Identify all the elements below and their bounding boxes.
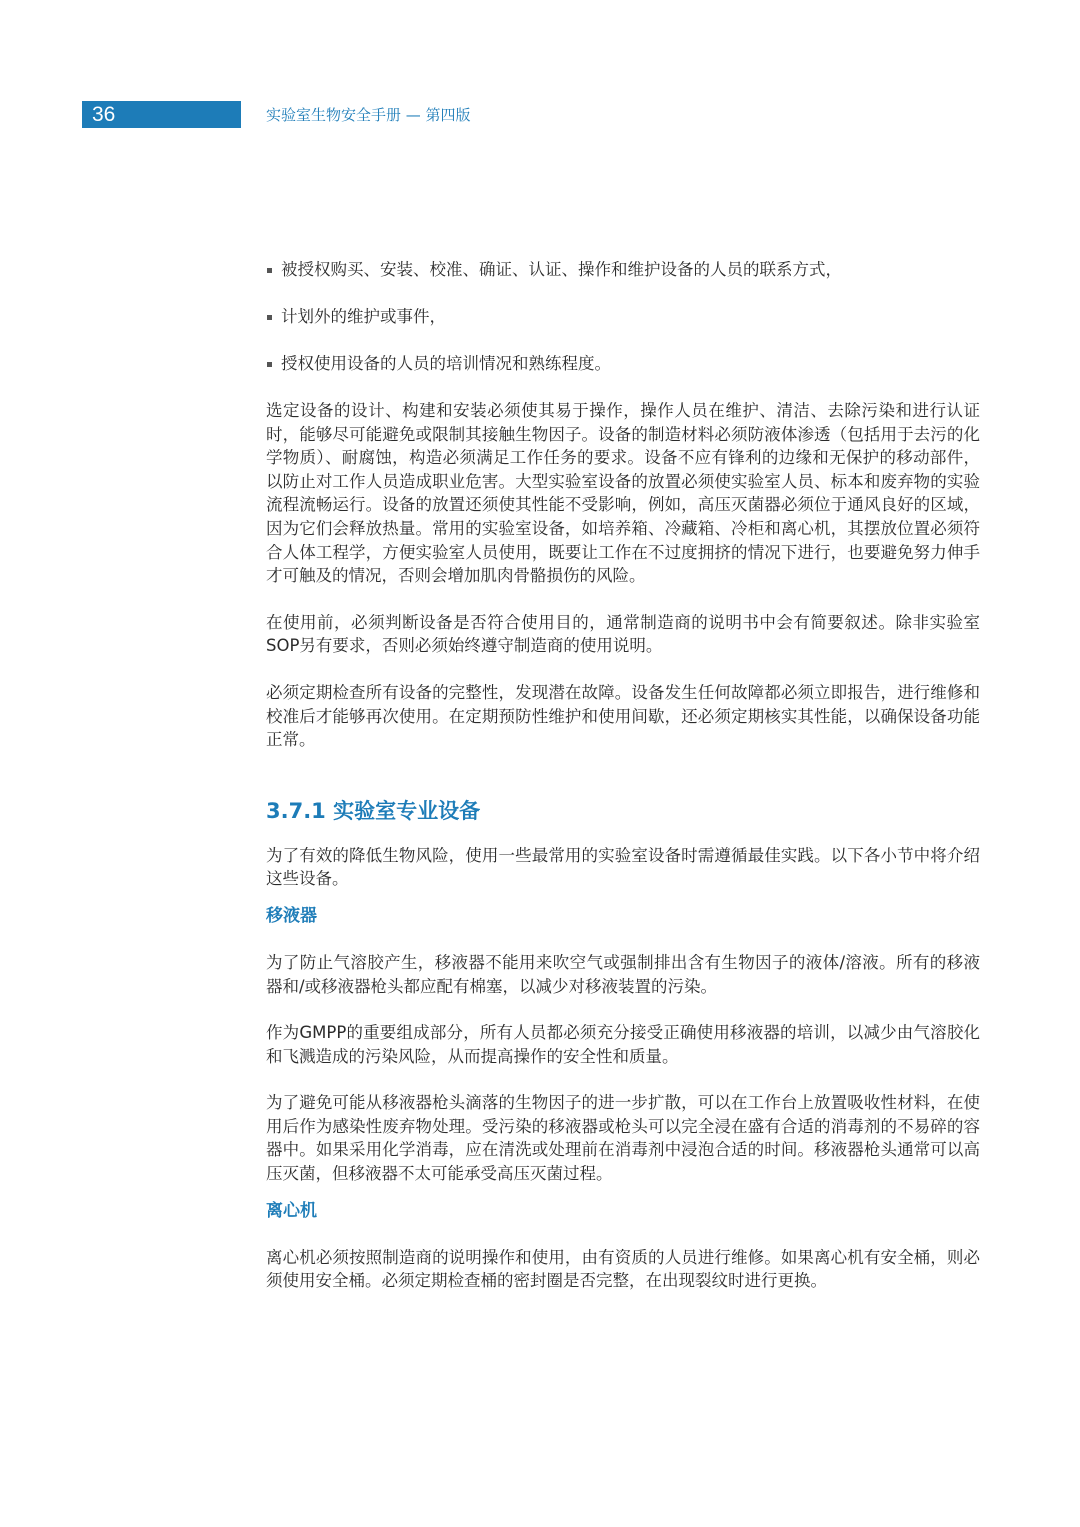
section-intro: 为了有效的降低生物风险，使用一些最常用的实验室设备时需遵循最佳实践。以下各小节中将介绍这些设备。 [266, 845, 980, 889]
bullet-item [266, 305, 980, 329]
subheading-centrifuge: 离心机 [266, 1200, 317, 1221]
paragraph-fitness-for-use: 在使用前，必须判断设备是否符合使用目的，通常制造商的说明书中会有简要叙述。除非实验室SOP另有要求，否则必须始终遵守制造商的使用说明。 [266, 612, 980, 656]
bullet-text: 授权使用设备的人员的培训情况和熟练程度。 [281, 354, 611, 373]
section-heading: 3.7.1 实验室专业设备 [266, 798, 481, 823]
paragraph-centrifuge: 离心机必须按照制造商的说明操作和使用，由有资质的人员进行维修。如果离心机有安全桶，则必须使用安全桶。必须定期检查桶的密封圈是否完整，在出现裂纹时进行更换。 [266, 1247, 980, 1291]
square-bullet-icon [267, 315, 272, 320]
paragraph-pipette-disinfection: 为了避免可能从移液器枪头滴落的生物因子的进一步扩散，可以在工作台上放置吸收性材料，在使用后作为感染性废弃物处理。受污染的移液器或枪头可以完全浸在盛有合适的消毒剂的不易碎的容器中。如果采用化学消毒，应在清洗或处理前在消毒剂中浸泡合适的时间。移液器枪头通常可以高压灭菌，但移液器不太可能承受高压灭菌过程。 [266, 1093, 980, 1184]
paragraph-pipette-training: 作为GMPP的重要组成部分，所有人员都必须充分接受正确使用移液器的培训，以减少由气溶胶化和飞溅造成的污染风险，从而提高操作的安全性和质量。 [266, 1023, 980, 1066]
subheading-pipette: 移液器 [266, 905, 317, 926]
paragraph-inspection: 必须定期检查所有设备的完整性，发现潜在故障。设备发生任何故障都必须立即报告，进行维修和校准后才能够再次使用。在定期预防性维护和使用间歇，还必须定期核实其性能，以确保设备功能正常。 [266, 682, 980, 750]
main-content [266, 258, 980, 1316]
bullet-text: 被授权购买、安装、校准、确证、认证、操作和维护设备的人员的联系方式， [281, 260, 842, 279]
page-number: 36 [92, 103, 116, 126]
bullet-item [266, 352, 980, 376]
paragraph-equipment-design: 选定设备的设计、构建和安装必须使其易于操作，操作人员在维护、清洁、去除污染和进行认证时，能够尽可能避免或限制其接触生物因子。设备的制造材料必须防液体渗透（包括用于去污的化学物质）、耐腐蚀，构造必须满足工作任务的要求。设备不应有锋利的边缘和无保护的移动部件，以防止对工作人员造成职业危害。大型实验室设备的放置必须使实验室人员、标本和废弃物的实验流程流畅运行。设备的放置还须使其性能不受影响，例如，高压灭菌器必须位于通风良好的区域，因为它们会释放热量。常用的实验室设备，如培养箱、冷藏箱、冷柜和离心机，其摆放位置必须符合人体工程学，方便实验室人员使用，既要让工作在不过度拥挤的情况下进行，也要避免努力伸手才可触及的情况，否则会增加肌肉骨骼损伤的风险。 [266, 401, 980, 586]
bullet-item [266, 258, 980, 282]
square-bullet-icon [267, 362, 272, 367]
paragraph-pipette-aerosol: 为了防止气溶胶产生，移液器不能用来吹空气或强制排出含有生物因子的液体/溶液。所有的移液器和/或移液器枪头都应配有棉塞，以减少对移液装置的污染。 [266, 952, 980, 996]
bullet-text: 计划外的维护或事件， [281, 307, 446, 326]
square-bullet-icon [267, 268, 272, 273]
running-header: 实验室生物安全手册 — 第四版 [266, 106, 471, 124]
page-number-bar [82, 101, 241, 128]
